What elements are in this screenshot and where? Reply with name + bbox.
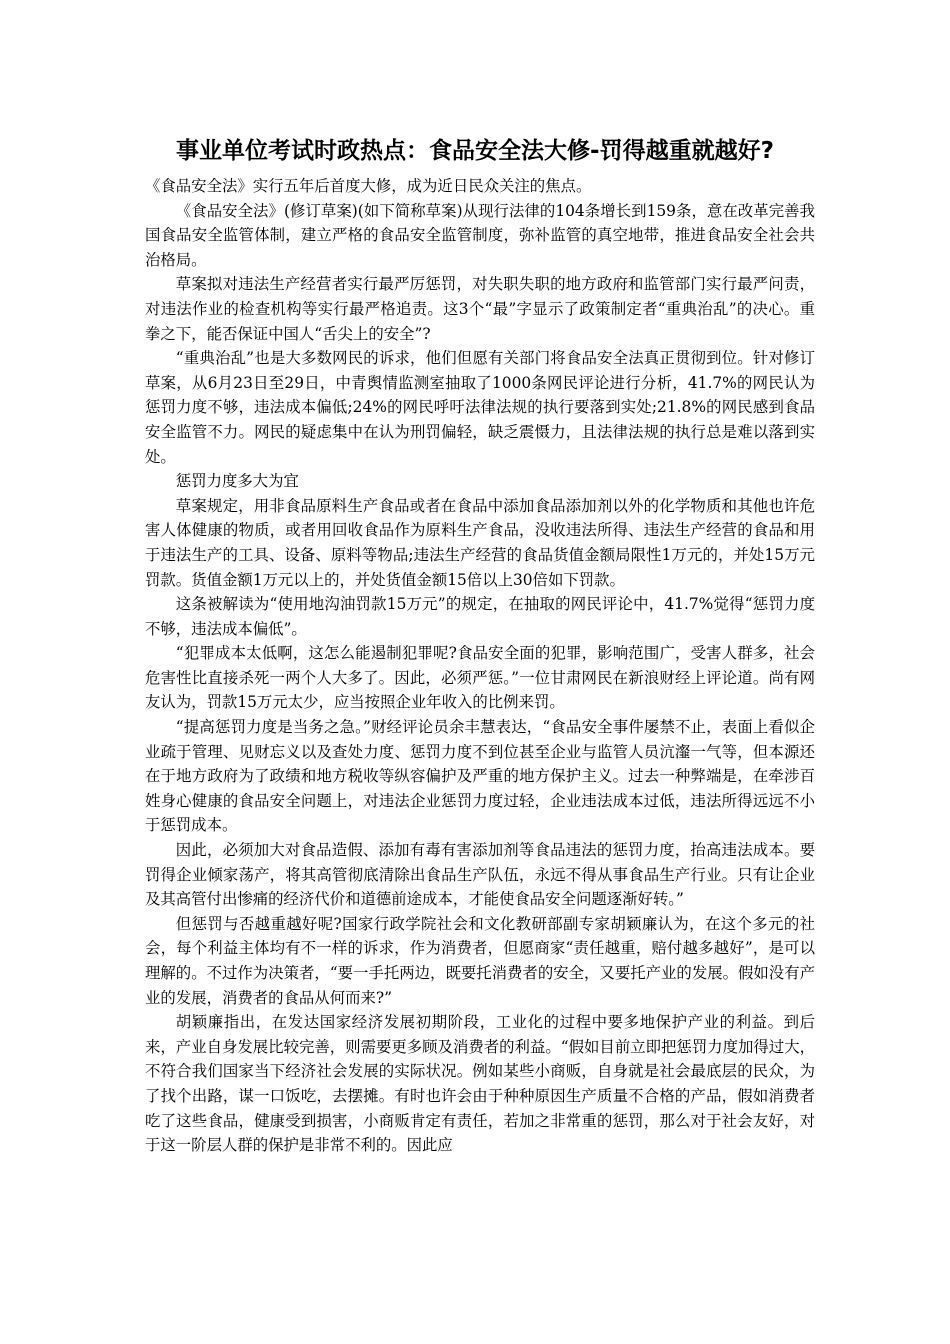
- paragraph: 但惩罚与否越重越好呢?国家行政学院社会和文化教研部副专家胡颖廉认为，在这个多元的社会，每个利益主体均有不一样的诉求，作为消费者，但愿商家“责任越重，赔付越多越好”，是可以理解的。不过作为决策者，“要一手托两边，既要托消费者的安全，又要托产业的发展。假如没有产业的发展，消费者的食品从何而来?”: [145, 914, 815, 1007]
- paragraph: 草案规定，用非食品原料生产食品或者在食品中添加食品添加剂以外的化学物质和其他也许危害人体健康的物质，或者用回收食品作为原料生产食品，没收违法所得、违法生产经营的食品和用于违法生产的工具、设备、原料等物品;违法生产经营的食品货值金额局限性1万元的，并处15万元罚款。货值金额1万元以上的，并处货值金额15倍以上30倍如下罚款。: [145, 496, 815, 589]
- paragraph: 胡颖廉指出，在发达国家经济发展初期阶段，工业化的过程中要多地保护产业的利益。到后来，产业自身发展比较完善，则需要更多顾及消费者的利益。“假如目前立即把惩罚力度加得过大，不符合我们国家当下经济社会发展的实际状况。例如某些小商贩，自身就是社会最底层的民众，为了找个出路，谋一口饭吃，去摆摊。有时也许会由于种种原因生产质量不合格的产品，假如消费者吃了这些食品，健康受到损害，小商贩肯定有责任，若加之非常重的惩罚，那么对于社会友好，对于这一阶层人群的保护是非常不利的。因此应: [145, 1013, 815, 1155]
- document-body: [145, 174, 815, 1158]
- paragraph: 因此，必须加大对食品造假、添加有毒有害添加剂等食品违法的惩罚力度，抬高违法成本。要罚得企业倾家荡产，将其高管彻底清除出食品生产队伍，永远不得从事食品生产行业。只有让企业及其高管付出惨痛的经济代价和道德前途成本，才能使食品安全问题逐渐好转。”: [145, 841, 815, 909]
- paragraph: “提高惩罚力度是当务之急。”财经评论员余丰慧表达，“食品安全事件屡禁不止，表面上看似企业疏于管理、见财忘义以及查处力度、惩罚力度不到位甚至企业与监管人员沆瀣一气等，但本源还在于地方政府为了政绩和地方税收等纵容偏护及严重的地方保护主义。过去一种弊端是，在牵涉百姓身心健康的食品安全问题上，对违法企业惩罚力度过轻，企业违法成本过低，违法所得远远不小于惩罚成本。: [145, 718, 815, 835]
- paragraph: 这条被解读为“使用地沟油罚款15万元”的规定，在抽取的网民评论中，41.7%觉得“惩罚力度不够，违法成本偏低”。: [145, 595, 815, 638]
- document-title: 事业单位考试时政热点：食品安全法大修-罚得越重就越好?: [176, 138, 774, 164]
- paragraph: 草案拟对违法生产经营者实行最严厉惩罚，对失职失职的地方政府和监管部门实行最严问责，对违法作业的检查机构等实行最严格追责。这3个“最”字显示了政策制定者“重典治乱”的决心。重拳之下，能否保证中国人“舌尖上的安全”?: [145, 275, 815, 343]
- paragraph: 《食品安全法》(修订草案)(如下简称草案)从现行法律的104条增长到159条，意在改革完善我国食品安全监管体制，建立严格的食品安全监管制度，弥补监管的真空地带，推进食品安全社会共治格局。: [145, 201, 815, 269]
- paragraph: 《食品安全法》实行五年后首度大修，成为近日民众关注的焦点。: [145, 177, 592, 195]
- paragraph: “重典治乱”也是大多数网民的诉求，他们但愿有关部门将食品安全法真正贯彻到位。针对修订草案，从6月23日至29日，中青舆情监测室抽取了1000条网民评论进行分析，41.7%的网民认为惩罚力度不够，违法成本偏低;24%的网民呼吁法律法规的执行要落到实处;21.8%的网民感到食品安全监管不力。网民的疑虑集中在认为刑罚偏轻，缺乏震慑力，且法律法规的执行总是难以落到实处。: [145, 349, 815, 466]
- section-heading: 惩罚力度多大为宜: [175, 472, 299, 491]
- paragraph: “犯罪成本太低啊，这怎么能遏制犯罪呢?食品安全面的犯罪，影响范围广，受害人群多，社会危害性比直接杀死一两个人大多了。因此，必须严惩。”一位甘肃网民在新浪财经上评论道。尚有网友认为，罚款15万元太少，应当按照企业年收入的比例来罚。: [145, 644, 815, 712]
